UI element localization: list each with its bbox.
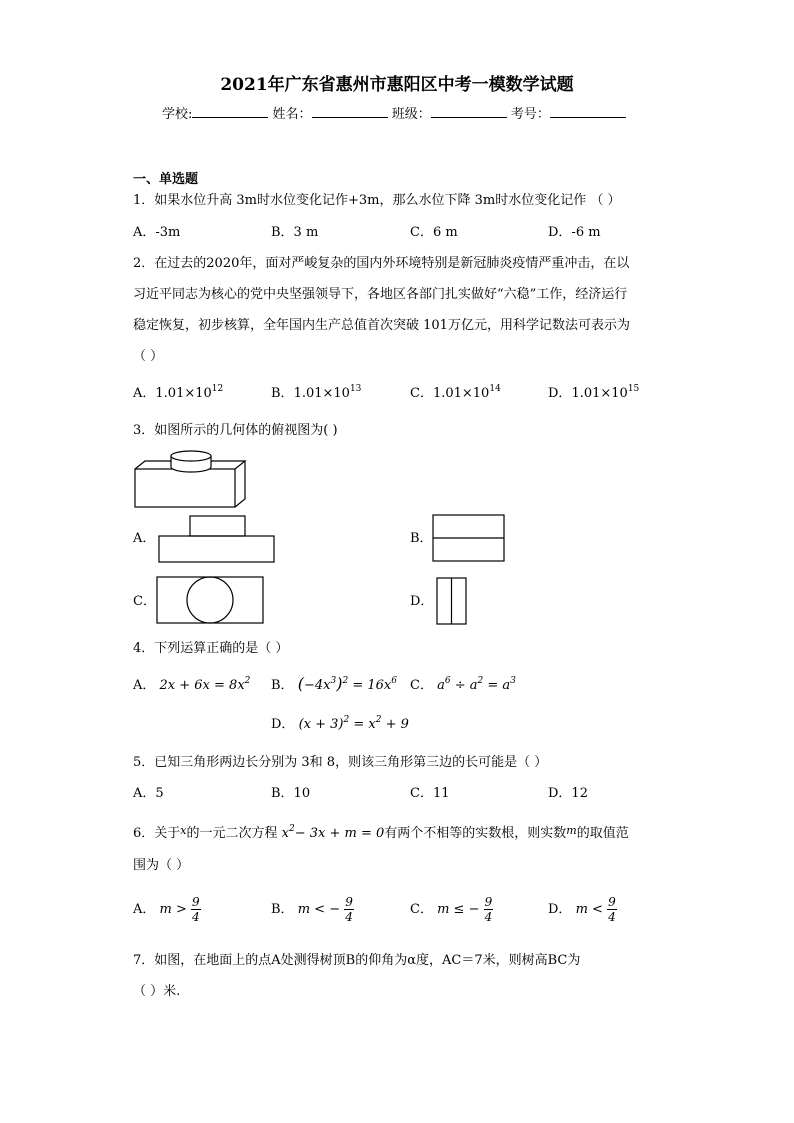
- exam-no-label: 考号：: [510, 107, 550, 122]
- name-label: 姓名：: [272, 107, 312, 122]
- school-label: 学校:: [162, 107, 193, 122]
- q2-option-b: B．$1.01\times 10^{13}$: [271, 384, 362, 401]
- q3-stem: 3．如图所示的几何体的俯视图为( ): [133, 423, 338, 438]
- q5-option-c: C．11: [410, 786, 450, 801]
- q5-option-b: B．10: [271, 786, 311, 801]
- q4-stem: 4．下列运算正确的是（ ）: [133, 641, 289, 656]
- q5-option-a: A．5: [133, 786, 164, 801]
- exam-no-blank: [550, 105, 626, 118]
- q6-line-2: 围为（ ）: [133, 858, 190, 873]
- q4-option-a: A． $2x + 6x = 8x^2$: [133, 676, 251, 693]
- q2-line-4: （ ）: [133, 349, 164, 364]
- q3-option-b-figure: [432, 514, 506, 564]
- q6-option-c: C． m ≤ − $\frac{9}{4}$: [410, 895, 493, 924]
- q4-option-c: C． $a^6 \div a^2 = a^3$: [410, 676, 516, 693]
- q3-option-a-label: A．: [133, 531, 156, 546]
- name-blank: [312, 105, 388, 118]
- q4-option-b: B． $(-4x^3)^2 = 16x^6$: [271, 674, 397, 693]
- school-blank: [192, 105, 268, 118]
- q2-line-3: 稳定恢复，初步核算，全年国内生产总值首次突破 101万亿元，用科学记数法可表示为: [133, 318, 630, 333]
- q7-line-2: （ ）米.: [133, 984, 181, 999]
- student-info-row: [162, 103, 626, 122]
- q3-option-c-figure: [156, 576, 265, 626]
- q2-option-d: D．$1.01\times 10^{15}$: [548, 384, 640, 401]
- q3-option-d-label: D．: [410, 594, 434, 609]
- q6-line-1: 6．关于$^x$的一元二次方程 $x^2- 3x + m = 0$有两个不相等的实数根，则实数$^m$的取值范: [133, 824, 629, 841]
- class-blank: [431, 105, 507, 118]
- class-label: 班级：: [391, 107, 431, 122]
- q6-option-d: D． m < $\frac{9}{4}$: [548, 895, 616, 924]
- q1-option-d: D．-6 m: [548, 225, 601, 240]
- q3-option-c-label: C．: [133, 594, 156, 609]
- q2-line-2: 习近平同志为核心的党中央坚强领导下，各地区各部门扎实做好“六稳”工作，经济运行: [133, 287, 628, 302]
- q2-line-1: 2．在过去的2020年，面对严峻复杂的国内外环境特别是新冠肺炎疫情严重冲击，在以: [133, 256, 630, 271]
- q3-solid-figure: [133, 445, 249, 511]
- q6-option-b: B． m < − $\frac{9}{4}$: [271, 895, 353, 924]
- q3-option-a-figure: [158, 514, 276, 564]
- section-title: 一、单选题: [133, 172, 199, 187]
- q5-option-d: D．12: [548, 786, 588, 801]
- q2-option-c: C．$1.01\times 10^{14}$: [410, 384, 501, 401]
- q7-line-1: 7．如图，在地面上的点A处测得树顶B的仰角为α度，AC＝7米，则树高BC为: [133, 953, 581, 968]
- q6-option-a: A． m > $\frac{9}{4}$: [133, 895, 200, 924]
- q2-option-a: A．$1.01\times 10^{12}$: [133, 384, 224, 401]
- q1-option-a: A．-3m: [133, 225, 181, 240]
- q3-option-d-figure: [436, 577, 468, 626]
- q4-option-d: D． $(x + 3)^2 = x^2 + 9$: [271, 715, 409, 732]
- q5-stem: 5．已知三角形两边长分别为 3和 8，则该三角形第三边的长可能是（ ）: [133, 755, 548, 770]
- q1-option-c: C．6 m: [410, 225, 458, 240]
- page-title: 2021年广东省惠州市惠阳区中考一模数学试题: [220, 75, 574, 95]
- q3-option-b-label: B．: [410, 531, 433, 546]
- q1-option-b: B．3 m: [271, 225, 319, 240]
- q1-stem: 1．如果水位升高 3m时水位变化记作+3m，那么水位下降 3m时水位变化记作 （ ）: [133, 193, 621, 208]
